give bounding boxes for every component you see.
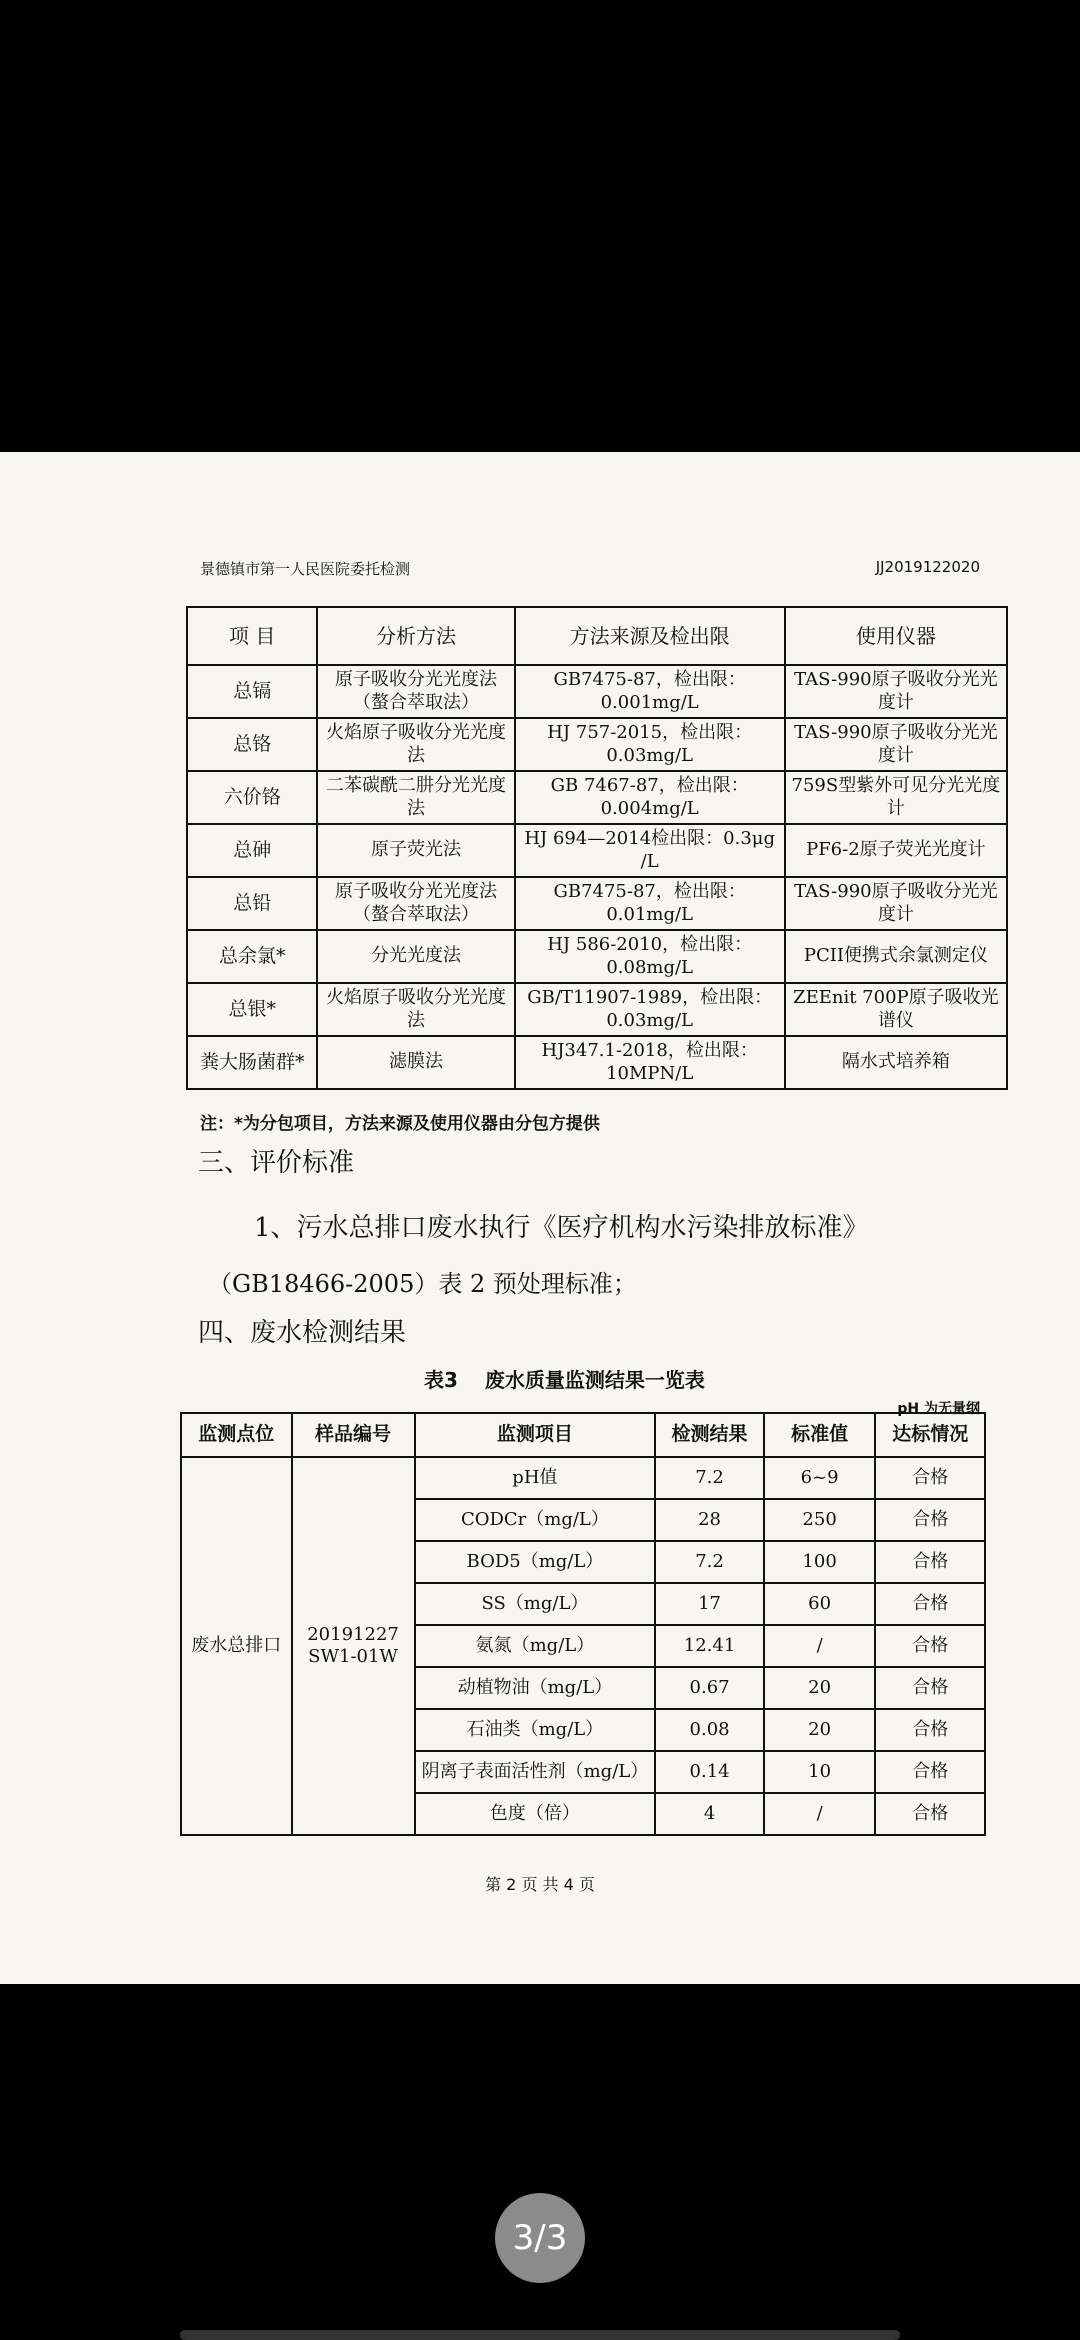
row-item: 总余氯* [187, 930, 317, 983]
header-site: 监测点位 [181, 1413, 292, 1457]
row-item: 总银* [187, 983, 317, 1036]
page-footer: 第 2 页 共 4 页 [485, 1875, 595, 1894]
row-item: 六价铬 [187, 771, 317, 824]
row-source: GB7475-87，检出限：0.01mg/L [515, 877, 785, 930]
row-result: 0.14 [655, 1751, 764, 1793]
header-source: 方法来源及检出限 [515, 607, 785, 665]
row-standard: 20 [764, 1667, 876, 1709]
row-result: 4 [655, 1793, 764, 1835]
row-instrument: 隔水式培养箱 [785, 1036, 1007, 1089]
table-row [187, 771, 1007, 824]
row-instrument: PCII便携式余氯测定仪 [785, 930, 1007, 983]
header-sample: 样品编号 [292, 1413, 415, 1457]
row-standard: 250 [764, 1499, 876, 1541]
row-parameter: pH值 [415, 1457, 656, 1499]
row-compliance: 合格 [875, 1541, 985, 1583]
table-row [187, 877, 1007, 930]
row-standard: / [764, 1625, 876, 1667]
standard-paragraph: 1、污水总排口废水执行《医疗机构水污染排放标准》 [254, 1213, 869, 1243]
method-table [186, 606, 1008, 1090]
row-method: 火焰原子吸收分光光度法 [317, 718, 514, 771]
row-standard: / [764, 1793, 876, 1835]
row-compliance: 合格 [875, 1499, 985, 1541]
row-method: 二苯碳酰二肼分光光度法 [317, 771, 514, 824]
document-report-number: JJ2019122020 [875, 558, 980, 576]
section-evaluation-title: 三、评价标准 [198, 1148, 355, 1178]
row-source: GB/T11907-1989，检出限：0.03mg/L [515, 983, 785, 1036]
row-standard: 100 [764, 1541, 876, 1583]
ph-unit-note: pH 为无量纲 [897, 1401, 980, 1417]
home-indicator[interactable] [180, 2330, 900, 2340]
row-source: HJ 694—2014检出限：0.3μg /L [515, 824, 785, 877]
table-row [187, 665, 1007, 718]
standard-paragraph-cont: （GB18466-2005）表 2 预处理标准； [208, 1270, 637, 1298]
row-result: 17 [655, 1583, 764, 1625]
row-instrument: TAS-990原子吸收分光光度计 [785, 665, 1007, 718]
results-table-header [181, 1413, 985, 1457]
row-compliance: 合格 [875, 1709, 985, 1751]
row-source: HJ 757-2015，检出限：0.03mg/L [515, 718, 785, 771]
row-item: 总镉 [187, 665, 317, 718]
row-standard: 10 [764, 1751, 876, 1793]
row-result: 12.41 [655, 1625, 764, 1667]
table-row [187, 718, 1007, 771]
row-instrument: PF6-2原子荧光光度计 [785, 824, 1007, 877]
table-row [187, 930, 1007, 983]
row-result: 7.2 [655, 1457, 764, 1499]
table-row [187, 824, 1007, 877]
row-instrument: 759S型紫外可见分光光度计 [785, 771, 1007, 824]
header-parameter: 监测项目 [415, 1413, 656, 1457]
header-item: 项 目 [187, 607, 317, 665]
header-result: 检测结果 [655, 1413, 764, 1457]
row-item: 总铅 [187, 877, 317, 930]
row-item: 总砷 [187, 824, 317, 877]
results-table [180, 1412, 986, 1836]
row-item: 粪大肠菌群* [187, 1036, 317, 1089]
row-parameter: SS（mg/L） [415, 1583, 656, 1625]
row-result: 0.67 [655, 1667, 764, 1709]
row-parameter: 阴离子表面活性剂（mg/L） [415, 1751, 656, 1793]
row-parameter: 氨氮（mg/L） [415, 1625, 656, 1667]
row-parameter: 动植物油（mg/L） [415, 1667, 656, 1709]
row-compliance: 合格 [875, 1793, 985, 1835]
row-method: 火焰原子吸收分光光度法 [317, 983, 514, 1036]
table-row [187, 1036, 1007, 1089]
row-result: 7.2 [655, 1541, 764, 1583]
method-table-header [187, 607, 1007, 665]
row-method: 原子吸收分光光度法（螯合萃取法） [317, 877, 514, 930]
row-parameter: BOD5（mg/L） [415, 1541, 656, 1583]
row-parameter: 石油类（mg/L） [415, 1709, 656, 1751]
row-source: GB 7467-87，检出限：0.004mg/L [515, 771, 785, 824]
header-compliance: 达标情况 [875, 1413, 985, 1457]
row-item: 总铬 [187, 718, 317, 771]
results-table-caption: 表3 废水质量监测结果一览表 [424, 1368, 705, 1392]
row-source: HJ347.1-2018，检出限：10MPN/L [515, 1036, 785, 1089]
row-instrument: TAS-990原子吸收分光光度计 [785, 877, 1007, 930]
subcontract-note: 注：*为分包项目，方法来源及使用仪器由分包方提供 [200, 1114, 600, 1134]
row-compliance: 合格 [875, 1751, 985, 1793]
row-instrument: ZEEnit 700P原子吸收光谱仪 [785, 983, 1007, 1036]
row-instrument: TAS-990原子吸收分光光度计 [785, 718, 1007, 771]
row-parameter: 色度（倍） [415, 1793, 656, 1835]
row-compliance: 合格 [875, 1667, 985, 1709]
row-method: 原子荧光法 [317, 824, 514, 877]
row-method: 原子吸收分光光度法（螯合萃取法） [317, 665, 514, 718]
row-standard: 60 [764, 1583, 876, 1625]
header-standard: 标准值 [764, 1413, 876, 1457]
header-method: 分析方法 [317, 607, 514, 665]
row-standard: 20 [764, 1709, 876, 1751]
row-compliance: 合格 [875, 1457, 985, 1499]
row-source: HJ 586-2010，检出限：0.08mg/L [515, 930, 785, 983]
row-result: 0.08 [655, 1709, 764, 1751]
table-row [187, 983, 1007, 1036]
row-compliance: 合格 [875, 1625, 985, 1667]
row-method: 分光光度法 [317, 930, 514, 983]
table-row [181, 1457, 985, 1499]
monitoring-site: 废水总排口 [181, 1457, 292, 1835]
section-results-title: 四、废水检测结果 [198, 1318, 407, 1348]
header-instrument: 使用仪器 [785, 607, 1007, 665]
row-source: GB7475-87，检出限：0.001mg/L [515, 665, 785, 718]
row-compliance: 合格 [875, 1583, 985, 1625]
document-page [0, 452, 1080, 1984]
row-result: 28 [655, 1499, 764, 1541]
row-method: 滤膜法 [317, 1036, 514, 1089]
row-standard: 6~9 [764, 1457, 876, 1499]
sample-id: 20191227 SW1-01W [292, 1457, 415, 1835]
document-header-client: 景德镇市第一人民医院委托检测 [200, 560, 411, 578]
page-counter-badge[interactable]: 3/3 [495, 2193, 585, 2283]
row-parameter: CODCr（mg/L） [415, 1499, 656, 1541]
